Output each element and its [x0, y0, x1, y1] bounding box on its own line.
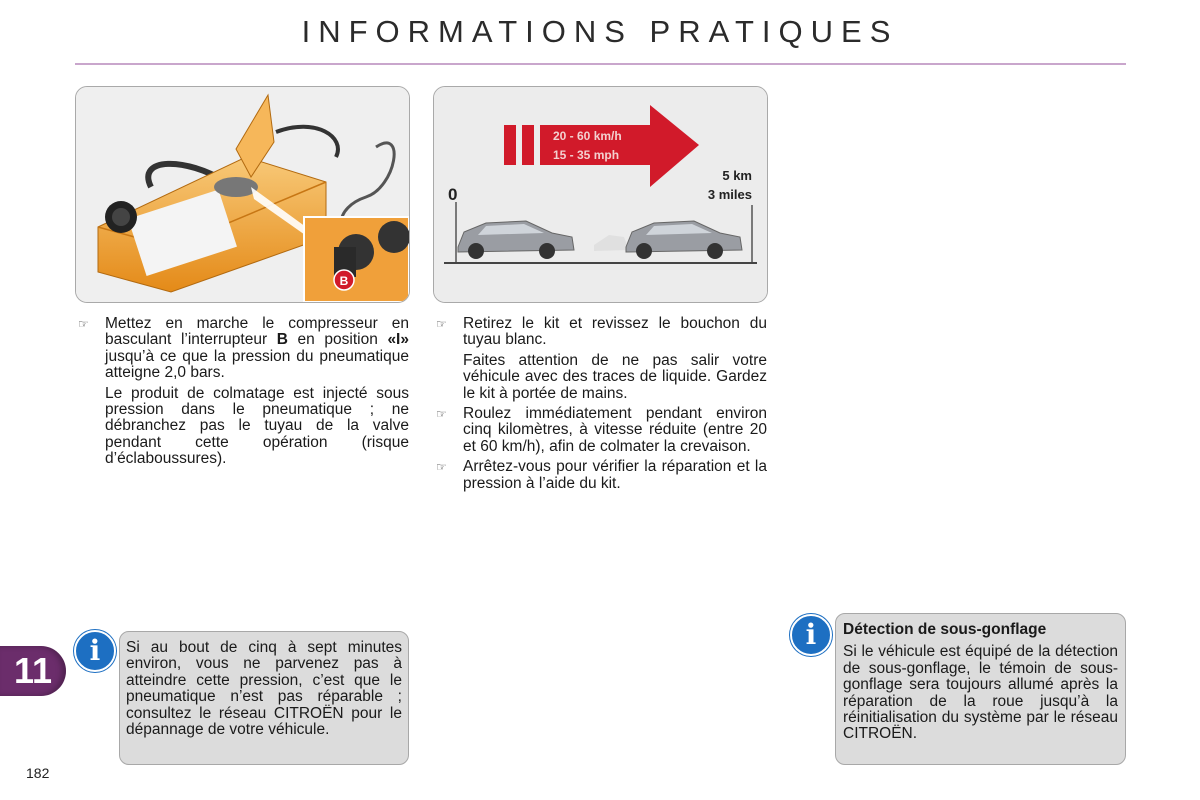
page-title: INFORMATIONS PRATIQUES: [301, 14, 899, 49]
start-distance-label: 0: [448, 185, 458, 204]
title-divider: [75, 63, 1126, 65]
pointing-hand-icon: ☞: [436, 407, 447, 422]
instruction-keep-clean: Faites attention de ne pas salir votre véhicule avec des traces de liquide. Gardez le kit à portée de mains.: [463, 351, 767, 402]
instruction-stop-check: Arrêtez-vous pour vérifier la réparation et la pression à l’aide du kit.: [463, 458, 767, 492]
chapter-tab: 11: [0, 646, 66, 696]
distance-km-label: 5 km: [722, 168, 752, 183]
info-note-pressure: [119, 631, 409, 765]
speed-mph-label: 15 - 35 mph: [553, 148, 620, 162]
info-note-text: Si au bout de cinq à sept minutes environ, vous ne parvenez pas à atteindre cette pression, c’est que le pneumatique n’est pas réparable ; consultez le réseau CITROËN pour le dépannage de votre véhicule.: [126, 639, 402, 739]
info-note-title: Détection de sous-gonflage: [843, 621, 1047, 638]
instruction-start-compressor: Mettez en marche le compresseur en basculant l’interrupteur B en position «I» jusqu’à ce que la pression du pneumatique atteigne 2,0 bars.: [105, 315, 409, 382]
page-number: 182: [26, 765, 50, 781]
list-item: [75, 316, 409, 468]
instruction-drive: Roulez immédiatement pendant environ cinq kilomètres, à vitesse réduite (entre 20 et 60 km/h), afin de colmater la crevaison.: [463, 405, 767, 455]
pointing-hand-icon: ☞: [436, 317, 447, 331]
pointing-hand-icon: ☞: [436, 460, 447, 475]
instruction-remove-kit: Retirez le kit et revissez le bouchon du tuyau blanc.: [463, 315, 767, 349]
info-note-text: Si le véhicule est équipé de la détection de sous-gonflage, le témoin de sous-gonflage sera toujours allumé après la réparation de la roue jusqu’à la réinitialisation du système par le réseau CITROËN.: [843, 643, 1118, 743]
info-icon: i: [74, 630, 116, 672]
instructions-column-right: [433, 316, 767, 496]
distance-miles-label: 3 miles: [707, 187, 752, 202]
speed-kmh-label: 20 - 60 km/h: [553, 129, 622, 143]
list-item: [433, 459, 767, 492]
switch-label-b: B: [339, 274, 349, 288]
instructions-column-left: [75, 316, 409, 472]
compressor-illustration: [75, 86, 410, 303]
list-item: [433, 316, 767, 402]
info-note-underinflation: [835, 613, 1126, 765]
info-icon: i: [790, 614, 832, 656]
driving-illustration: [433, 86, 768, 303]
instruction-note-injection: Le produit de colmatage est injecté sous pression dans le pneumatique ; ne débranchez pas le tuyau de la valve pendant cette opération (risque d’éclaboussures).: [105, 384, 409, 468]
list-item: [433, 406, 767, 455]
pointing-hand-icon: ☞: [78, 317, 89, 331]
